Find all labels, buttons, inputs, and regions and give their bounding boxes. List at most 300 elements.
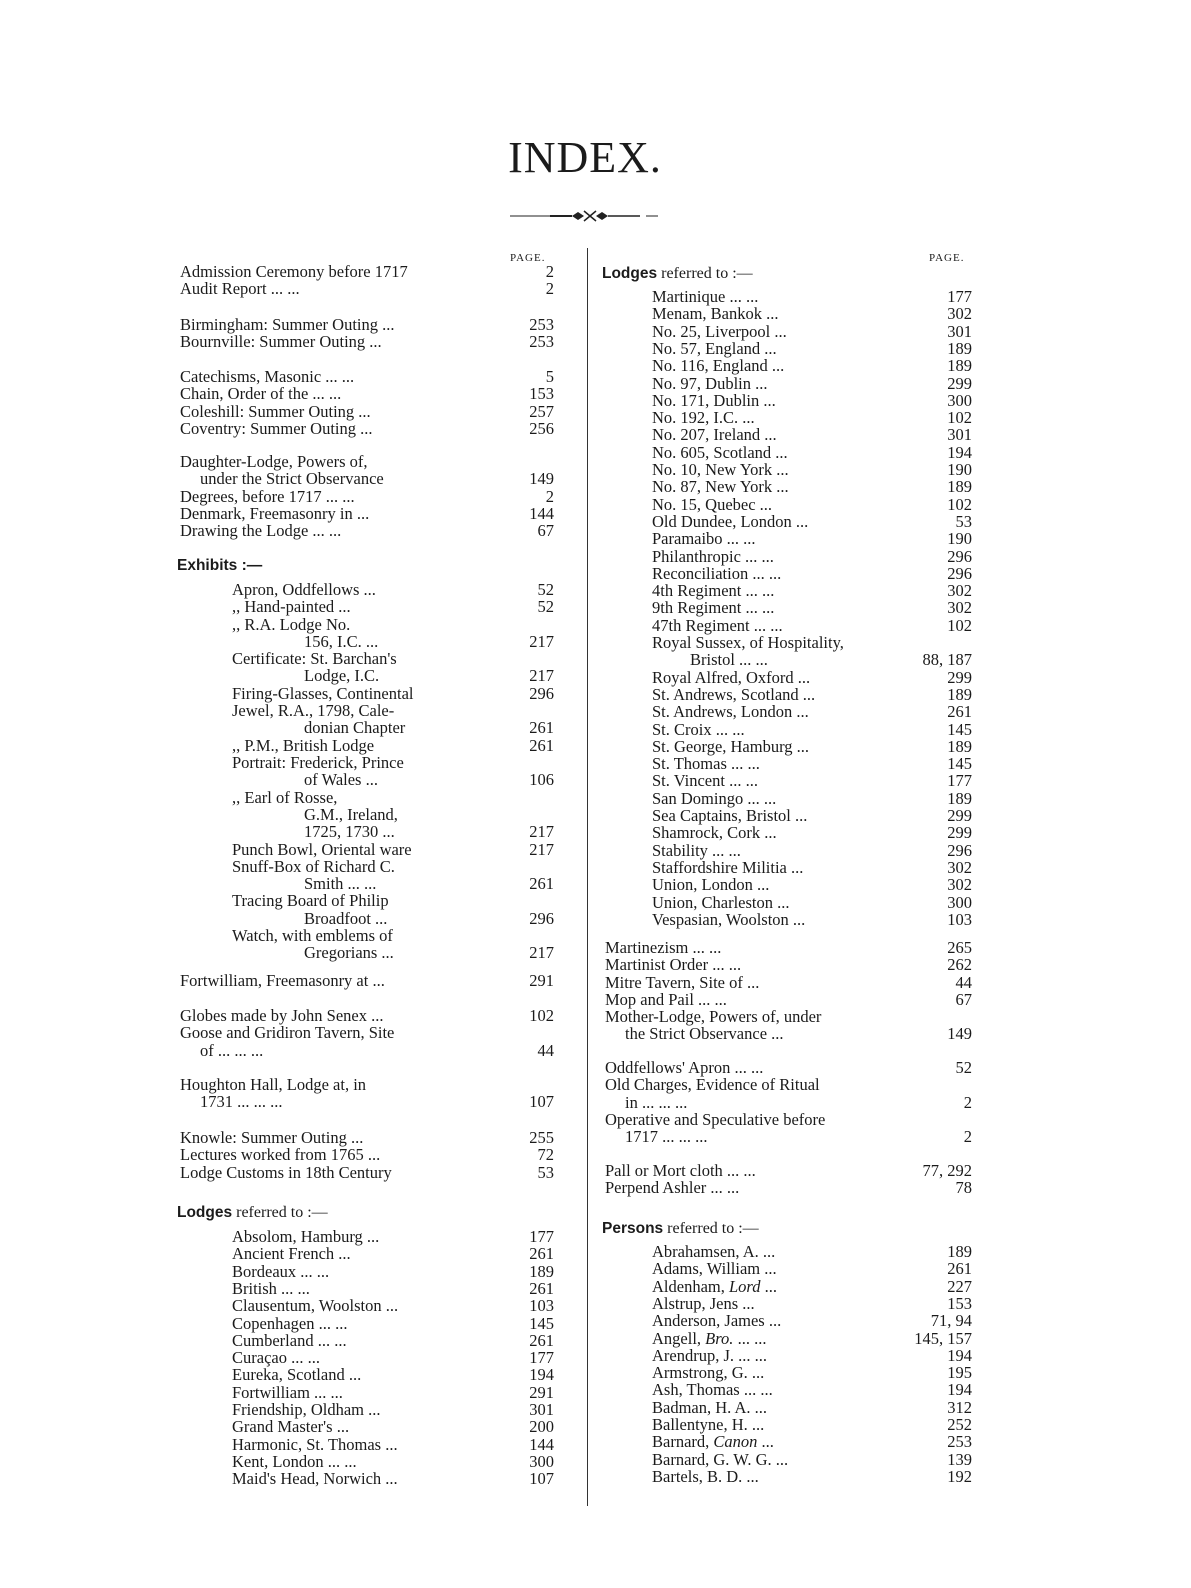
index-entry (180, 1245, 564, 1262)
entry-term: Harmonic, St. Thomas ... (232, 1434, 398, 1454)
left-page-column-header: PAGE. (510, 252, 546, 264)
index-entry (180, 280, 564, 297)
entry-term-continuation: Smith ... ... (304, 874, 377, 894)
index-entry (180, 972, 564, 989)
entry-term-continuation: Bristol ... ... (690, 650, 768, 670)
entry-page-number: 145, 157 (914, 1328, 972, 1348)
entry-term: Cumberland ... ... (232, 1330, 347, 1350)
entry-term: Barnard, G. W. G. ... (652, 1449, 789, 1469)
entry-page-number: 253 (947, 1432, 972, 1452)
index-entry (180, 505, 564, 522)
entry-term: Philanthropic ... ... (652, 546, 774, 566)
right-page-column-header: PAGE. (929, 252, 965, 264)
entry-page-number: 261 (529, 735, 554, 755)
entry-page-number: 2 (545, 486, 554, 506)
entry-page-number: 217 (529, 666, 554, 686)
index-entry (605, 974, 982, 991)
entry-term: ,, P.M., British Lodge (232, 735, 375, 755)
entry-term: Houghton Hall, Lodge at, in (180, 1075, 367, 1094)
entry-term: San Domingo ... ... (652, 788, 777, 808)
entry-term: 47th Regiment ... ... (652, 615, 783, 635)
entry-page-number: 149 (529, 469, 554, 489)
index-entry (605, 444, 982, 461)
entry-page-number: 299 (947, 667, 972, 687)
entry-term: Birmingham: Summer Outing ... (180, 315, 395, 334)
index-entry (605, 824, 982, 841)
index-entry (605, 426, 982, 443)
entry-term: Union, London ... (652, 875, 770, 895)
index-entry (605, 842, 982, 859)
entry-page-number: 102 (947, 615, 972, 635)
entry-page-number: 217 (529, 631, 554, 651)
index-entry (605, 634, 982, 669)
entry-term: Mitre Tavern, Site of ... (605, 972, 760, 992)
index-entry (605, 1416, 982, 1433)
entry-page-number: 296 (529, 683, 554, 703)
entry-page-number: 177 (529, 1227, 554, 1246)
index-entry (180, 1263, 564, 1280)
entry-page-number: 302 (947, 598, 972, 618)
entry-page-number: 194 (947, 1380, 972, 1400)
entry-page-number: 262 (947, 955, 972, 975)
entry-term: Badman, H. A. ... (652, 1397, 768, 1417)
entry-page-number: 261 (529, 1244, 554, 1264)
index-entry (605, 1295, 982, 1312)
entry-page-number: 291 (529, 971, 554, 990)
entry-page-number: 102 (947, 408, 972, 428)
entry-page-number: 299 (947, 806, 972, 825)
index-entry (180, 581, 564, 598)
index-entry (605, 582, 982, 599)
entry-term: Perpend Ashler ... ... (605, 1178, 740, 1198)
entry-term: Operative and Speculative before (605, 1109, 826, 1129)
column-divider (587, 248, 588, 1506)
entry-page-number: 144 (529, 503, 554, 523)
entry-term: No. 25, Liverpool ... (652, 321, 787, 341)
entry-term: Ancient French ... (232, 1244, 351, 1264)
entry-page-number: 257 (529, 401, 554, 421)
entry-term: Martinist Order ... ... (605, 955, 742, 975)
entry-page-number: 67 (955, 989, 972, 1009)
index-entry (605, 530, 982, 547)
entry-term: Admission Ceremony before 1717 (180, 262, 408, 281)
entry-page-number: 300 (947, 390, 972, 410)
entry-page-number: 302 (947, 875, 972, 895)
index-entry (605, 1111, 982, 1146)
entry-term-continuation: of Wales ... (304, 770, 378, 790)
entry-term: No. 15, Quebec ... (652, 494, 773, 514)
index-entry (180, 522, 564, 539)
section-heading: Lodges referred to :— (602, 265, 753, 282)
index-entry (605, 340, 982, 357)
index-entry (180, 1366, 564, 1383)
entry-term: Bartels, B. D. ... (652, 1466, 759, 1486)
entry-term: Menam, Bankok ... (652, 304, 779, 324)
entry-term: Arendrup, J. ... ... (652, 1345, 768, 1365)
entry-term: Paramaibo ... ... (652, 529, 756, 549)
index-entry (180, 1007, 564, 1024)
entry-term: Fortwilliam ... ... (232, 1382, 343, 1402)
index-entry (180, 1297, 564, 1314)
entry-term: Martinique ... ... (652, 287, 759, 306)
entry-page-number: 145 (947, 754, 972, 774)
entry-page-number: 299 (947, 823, 972, 843)
index-entry (605, 703, 982, 720)
entry-page-number: 2 (963, 1092, 972, 1112)
entry-page-number: 299 (947, 373, 972, 393)
entry-page-number: 2 (963, 1127, 972, 1147)
entry-term: Coventry: Summer Outing ... (180, 418, 373, 438)
index-entry (605, 721, 982, 738)
entry-term: Aldenham, Lord ... (652, 1276, 777, 1296)
index-entry (180, 737, 564, 754)
index-entry (180, 685, 564, 702)
index-entry (605, 478, 982, 495)
entry-term: St. George, Hamburg ... (652, 736, 810, 756)
index-entry (180, 420, 564, 437)
entry-term: Royal Sussex, of Hospitality, (652, 633, 844, 652)
index-entry (605, 876, 982, 893)
entry-page-number: 200 (529, 1417, 554, 1437)
index-entry (605, 565, 982, 582)
entry-page-number: 177 (947, 771, 972, 791)
entry-term-continuation: 1731 ... ... ... (200, 1092, 283, 1112)
entry-page-number: 189 (947, 788, 972, 808)
entry-term: No. 605, Scotland ... (652, 442, 788, 462)
entry-page-number: 301 (529, 1400, 554, 1419)
entry-term-continuation: Gregorians ... (304, 943, 394, 963)
index-entry (605, 1468, 982, 1485)
entry-term: Absolom, Hamburg ... (232, 1227, 380, 1246)
index-entry (605, 991, 982, 1008)
entry-page-number: 2 (545, 262, 554, 281)
entry-page-number: 301 (947, 425, 972, 445)
entry-page-number: 78 (955, 1178, 972, 1198)
entry-page-number: 217 (529, 943, 554, 963)
entry-term: No. 87, New York ... (652, 477, 789, 497)
entry-page-number: 227 (947, 1276, 972, 1296)
entry-term: Jewel, R.A., 1798, Cale- (232, 701, 395, 721)
index-entry (180, 1129, 564, 1146)
index-entry (180, 1401, 564, 1418)
entry-term: 4th Regiment ... ... (652, 581, 775, 601)
entry-term: Curaçao ... ... (232, 1348, 320, 1368)
entry-term-continuation: Broadfoot ... (304, 908, 388, 928)
index-entry (605, 617, 982, 634)
entry-page-number: 149 (947, 1024, 972, 1044)
entry-page-number: 302 (947, 304, 972, 324)
entry-term: No. 207, Ireland ... (652, 425, 777, 445)
entry-page-number: 189 (947, 338, 972, 358)
index-entry (605, 738, 982, 755)
entry-term: Copenhagen ... ... (232, 1313, 348, 1333)
entry-page-number: 194 (947, 442, 972, 462)
entry-term: Alstrup, Jens ... (652, 1293, 755, 1313)
index-entry (605, 1330, 982, 1347)
entry-term: Punch Bowl, Oriental ware (232, 839, 412, 859)
index-entry (180, 1418, 564, 1435)
entry-page-number: 252 (947, 1415, 972, 1434)
entry-page-number: 302 (947, 857, 972, 877)
index-entry (605, 790, 982, 807)
entry-term: Catechisms, Masonic ... ... (180, 367, 355, 386)
entry-page-number: 253 (529, 315, 554, 334)
entry-term: ,, R.A. Lodge No. (232, 614, 351, 634)
entry-term: St. Croix ... ... (652, 719, 745, 739)
entry-page-number: 261 (529, 718, 554, 738)
entry-page-number: 53 (537, 1162, 554, 1182)
entry-term: Grand Master's ... (232, 1417, 350, 1437)
entry-page-number: 107 (529, 1469, 554, 1489)
index-entry (605, 911, 982, 928)
index-entry (180, 453, 564, 488)
index-entry (180, 650, 564, 685)
entry-term: Friendship, Oldham ... (232, 1400, 381, 1419)
entry-page-number: 194 (529, 1365, 554, 1385)
entry-term: Denmark, Freemasonry in ... (180, 503, 370, 523)
entry-page-number: 53 (955, 511, 972, 531)
index-entry (605, 323, 982, 340)
index-entry (180, 1332, 564, 1349)
entry-page-number: 103 (947, 909, 972, 929)
entry-term: Pall or Mort cloth ... ... (605, 1161, 756, 1180)
entry-page-number: 103 (529, 1296, 554, 1316)
entry-term-continuation: 1717 ... ... ... (625, 1127, 708, 1147)
index-entry (180, 385, 564, 402)
entry-term: Bordeaux ... ... (232, 1261, 330, 1281)
index-entry (180, 841, 564, 858)
entry-page-number: 265 (947, 938, 972, 957)
entry-term: Shamrock, Cork ... (652, 823, 777, 843)
entry-page-number: 52 (955, 1058, 972, 1077)
entry-term: ,, Earl of Rosse, (232, 787, 338, 807)
section-heading: Exhibits :— (177, 557, 263, 574)
entry-term: No. 57, England ... (652, 338, 777, 358)
entry-term: Anderson, James ... (652, 1311, 782, 1331)
entry-page-number: 195 (947, 1363, 972, 1383)
entry-page-number: 67 (537, 521, 554, 541)
entry-term: No. 97, Dublin ... (652, 373, 768, 393)
entry-term: Snuff-Box of Richard C. (232, 856, 395, 876)
entry-page-number: 189 (947, 477, 972, 497)
index-entry (180, 702, 564, 737)
index-entry (180, 1349, 564, 1366)
entry-page-number: 189 (947, 356, 972, 376)
entry-term: Globes made by John Senex ... (180, 1006, 384, 1025)
entry-term: Degrees, before 1717 ... ... (180, 486, 355, 506)
entry-page-number: 5 (545, 367, 554, 386)
entry-page-number: 71, 94 (930, 1311, 972, 1331)
entry-term: Staffordshire Militia ... (652, 857, 804, 877)
entry-page-number: 44 (955, 972, 972, 992)
entry-term: Firing-Glasses, Continental (232, 683, 414, 703)
entry-term: ,, Hand-painted ... (232, 597, 351, 617)
entry-term-continuation: donian Chapter (304, 718, 406, 738)
index-entry (180, 1146, 564, 1163)
entry-page-number: 189 (947, 684, 972, 704)
entry-page-number: 189 (947, 1242, 972, 1261)
entry-term: Audit Report ... ... (180, 279, 300, 299)
index-entry (605, 375, 982, 392)
index-entry (605, 392, 982, 409)
entry-term: Coleshill: Summer Outing ... (180, 401, 371, 421)
index-entry (180, 616, 564, 651)
entry-term: Lectures worked from 1765 ... (180, 1145, 381, 1165)
entry-term: St. Vincent ... ... (652, 771, 758, 791)
entry-page-number: 153 (529, 384, 554, 404)
entry-term: Certificate: St. Barchan's (232, 649, 397, 669)
entry-term: 9th Regiment ... ... (652, 598, 775, 618)
index-entry (180, 1228, 564, 1245)
entry-page-number: 300 (529, 1451, 554, 1471)
entry-term: Martinezism ... ... (605, 938, 722, 957)
entry-term: Sea Captains, Bristol ... (652, 806, 808, 825)
index-entry (180, 858, 564, 893)
index-entry (180, 368, 564, 385)
entry-page-number: 102 (529, 1006, 554, 1025)
entry-term: Ballentyne, H. ... (652, 1415, 765, 1434)
entry-page-number: 300 (947, 892, 972, 912)
index-entry (605, 686, 982, 703)
entry-term: St. Thomas ... ... (652, 754, 760, 774)
index-entry (180, 598, 564, 615)
entry-page-number: 261 (529, 1330, 554, 1350)
entry-page-number: 177 (947, 287, 972, 306)
index-entry (180, 754, 564, 789)
entry-term: Mother-Lodge, Powers of, under (605, 1007, 822, 1027)
index-entry (180, 892, 564, 927)
entry-page-number: 194 (947, 1345, 972, 1365)
entry-page-number: 2 (545, 279, 554, 299)
entry-page-number: 189 (529, 1261, 554, 1281)
index-entry (605, 1059, 982, 1076)
index-entry (605, 1278, 982, 1295)
entry-term: Maid's Head, Norwich ... (232, 1469, 398, 1489)
index-entry (605, 409, 982, 426)
entry-page-number: 217 (529, 822, 554, 842)
index-entry (180, 1436, 564, 1453)
index-entry (180, 1453, 564, 1470)
entry-page-number: 102 (947, 494, 972, 514)
entry-term-continuation: in ... ... ... (625, 1092, 688, 1112)
index-entry (180, 488, 564, 505)
entry-term: Watch, with emblems of (232, 926, 393, 945)
index-entry (605, 1312, 982, 1329)
entry-page-number: 145 (529, 1313, 554, 1333)
entry-term: St. Andrews, London ... (652, 702, 809, 722)
index-entry (605, 772, 982, 789)
entry-term: Portrait: Frederick, Prince (232, 753, 404, 772)
index-entry (180, 1164, 564, 1181)
entry-page-number: 296 (947, 563, 972, 583)
index-entry (605, 1179, 982, 1196)
entry-term: Clausentum, Woolston ... (232, 1296, 399, 1316)
entry-page-number: 217 (529, 839, 554, 859)
index-entry (605, 1260, 982, 1277)
entry-page-number: 153 (947, 1293, 972, 1313)
entry-term: Oddfellows' Apron ... ... (605, 1058, 764, 1077)
entry-page-number: 261 (947, 702, 972, 722)
index-entry (605, 894, 982, 911)
entry-term: Daughter-Lodge, Powers of, (180, 452, 368, 471)
index-entry (605, 496, 982, 513)
entry-page-number: 106 (529, 770, 554, 790)
entry-term: Royal Alfred, Oxford ... (652, 667, 811, 687)
entry-page-number: 44 (537, 1040, 554, 1060)
index-entry (605, 599, 982, 616)
entry-page-number: 296 (947, 546, 972, 566)
index-entry (605, 305, 982, 322)
entry-term-continuation: Lodge, I.C. (304, 666, 380, 686)
entry-page-number: 261 (529, 1278, 554, 1298)
entry-term: Barnard, Canon ... (652, 1432, 774, 1452)
index-entry (605, 1008, 982, 1043)
index-entry (605, 1433, 982, 1450)
entry-page-number: 177 (529, 1348, 554, 1368)
entry-term-continuation: the Strict Observance ... (625, 1024, 784, 1044)
entry-term: Stability ... ... (652, 840, 741, 860)
entry-term: British ... ... (232, 1278, 310, 1298)
index-entry (605, 548, 982, 565)
index-entry (605, 956, 982, 973)
entry-term: Old Dundee, London ... (652, 511, 809, 531)
entry-term: Apron, Oddfellows ... (232, 580, 376, 599)
entry-page-number: 189 (947, 736, 972, 756)
entry-page-number: 256 (529, 418, 554, 438)
entry-term: Tracing Board of Philip (232, 891, 389, 911)
entry-term: No. 171, Dublin ... (652, 390, 776, 410)
entry-term: Knowle: Summer Outing ... (180, 1128, 364, 1147)
entry-page-number: 255 (529, 1128, 554, 1147)
index-entry (605, 1243, 982, 1260)
entry-term: Chain, Order of the ... ... (180, 384, 342, 404)
index-entry (605, 755, 982, 772)
index-entry (605, 939, 982, 956)
index-entry (605, 1451, 982, 1468)
entry-page-number: 261 (529, 874, 554, 894)
entry-term: Goose and Gridiron Tavern, Site (180, 1023, 395, 1043)
entry-term: Armstrong, G. ... (652, 1363, 765, 1383)
entry-term: Union, Charleston ... (652, 892, 790, 912)
index-entry (180, 927, 564, 962)
entry-page-number: 192 (947, 1466, 972, 1486)
section-heading: Lodges referred to :— (177, 1204, 328, 1221)
section-heading: Persons referred to :— (602, 1220, 759, 1237)
entry-page-number: 190 (947, 529, 972, 549)
entry-page-number: 302 (947, 581, 972, 601)
entry-page-number: 139 (947, 1449, 972, 1469)
index-entry (180, 263, 564, 280)
index-entry (605, 859, 982, 876)
index-entry (605, 461, 982, 478)
entry-term: Angell, Bro. ... ... (652, 1328, 767, 1348)
entry-page-number: 296 (529, 908, 554, 928)
title-ornament-icon (510, 208, 670, 224)
index-entry (180, 1024, 564, 1059)
index-entry (180, 316, 564, 333)
entry-term-continuation: 156, I.C. ... (304, 631, 379, 651)
index-entry (605, 1162, 982, 1179)
entry-term: Eureka, Scotland ... (232, 1365, 362, 1385)
entry-page-number: 144 (529, 1434, 554, 1454)
entry-term-continuation: of ... ... ... (200, 1040, 264, 1060)
entry-page-number: 291 (529, 1382, 554, 1402)
index-entry (605, 1347, 982, 1364)
page-title: INDEX. (508, 133, 662, 182)
index-entry (180, 333, 564, 350)
index-entry (605, 1076, 982, 1111)
entry-term: Adams, William ... (652, 1259, 777, 1279)
